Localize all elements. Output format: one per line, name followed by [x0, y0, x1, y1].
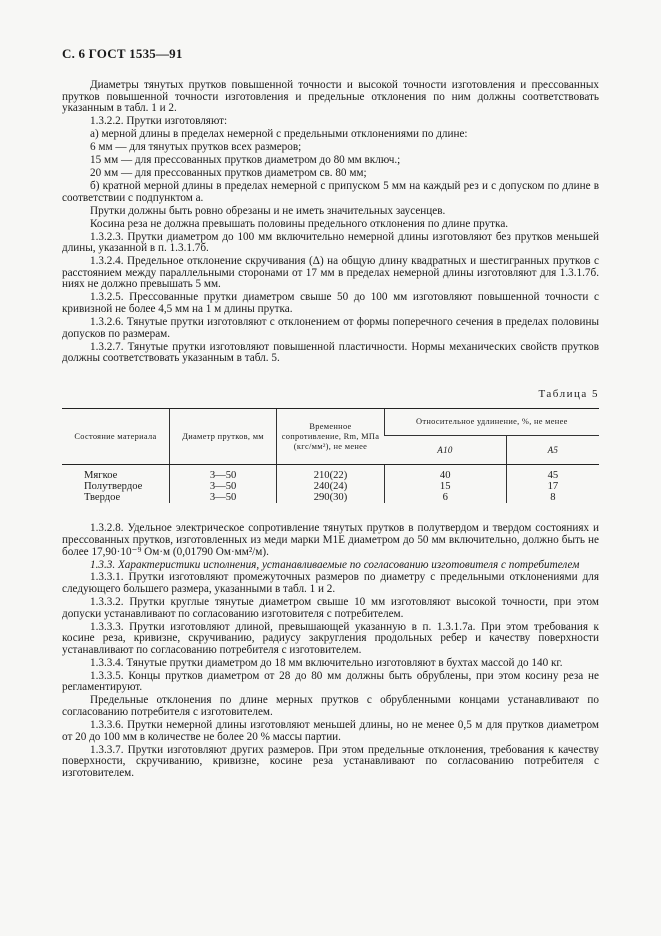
paragraph: а) мерной длины в пределах немерной с предельными отклонениями по длине: — [90, 128, 468, 141]
paragraph: 1.3.2.5. Прессованные прутки диаметром свыше 50 до 100 мм изготовляют повышенной точности с кривизной не более 4,5 мм на 1 м длины прутка. — [62, 291, 599, 315]
paragraph: 1.3.3.5. Концы прутков диаметром от 28 до 80 мм должны быть обрублены, при этом косину реза не регламентируют. — [62, 669, 599, 694]
paragraph: Диаметры тянутых прутков повышенной точности и высокой точности изготовления и прессованных прутков повышенной точности изготовления и предельные отклонения по ним должны соответствовать указанным в табл. 1 и 2. — [62, 79, 599, 115]
table-cell-state: Полутвердое — [84, 481, 143, 493]
header-strength: Временное сопротивление, Rm, МПа (кгс/мм²), не менее — [277, 409, 384, 465]
table-body — [62, 465, 599, 504]
table-row — [62, 465, 599, 482]
table-cell-a10: 40 — [384, 465, 506, 482]
paragraph: 1.3.3.3. Прутки изготовляют длиной, превышающей указанную в п. 1.3.1.7а. При этом требования к косине реза, кривизне, скручиванию, радиусу закругления продольных ребер и качеству поверхности устанавливают по согласованию потребителя с изготовителем. — [62, 620, 599, 656]
paragraph: 1.3.2.4. Предельное отклонение скручивания (Δ) на общую длину квадратных и шестигранных прутков с расстоянием между параллельными сторонами от 17 мм в пределах немерной длины изготовляют для 1.3.1.7б. ниях не должно превышать 5 мм. — [62, 255, 599, 291]
paragraph: 1.3.3.1. Прутки изготовляют промежуточных размеров по диаметру с предельными отклонениями для следующего большего размера, указанными в табл. 1 и 2. — [62, 571, 599, 596]
paragraph: б) кратной мерной длины в пределах немерной с припуском 5 мм на каждый рез и с допуском по длине в соответствии с подпунктом а. — [62, 180, 599, 204]
document-body — [62, 80, 599, 781]
paragraph: 20 мм — для прессованных прутков диаметром св. 80 мм; — [90, 167, 367, 180]
table-cell-strength: 290(30) — [277, 492, 384, 503]
paragraph: 1.3.3.7. Прутки изготовляют других размеров. При этом предельные отклонения, требования к качеству поверхности, скручиванию, кривизне, косине реза устанавливают по согласованию потребителя с изготовителем. — [62, 743, 599, 779]
table-cell-state: Твердое — [84, 492, 121, 504]
paragraph: 1.3.3.6. Прутки немерной длины изготовляют меньшей длины, но не менее 0,5 м для прутков диаметром от 20 до 100 мм в количестве не более 20 % массы партии. — [62, 718, 599, 743]
table-cell-a5: 45 — [506, 465, 599, 482]
paragraph: 1.3.3.4. Тянутые прутки диаметром до 18 мм включительно изготовляют в бухтах массой до 140 кг. — [90, 656, 563, 669]
paragraph: 1.3.3. Характеристики исполнения, устанавливаемые по согласованию изготовителя с потребителем — [90, 558, 580, 571]
header-diameter: Диаметр прутков, мм — [169, 409, 276, 465]
page-header: С. 6 ГОСТ 1535—91 — [62, 46, 183, 61]
table-5 — [62, 408, 599, 503]
table-cell-diam: 3—50 — [169, 465, 276, 482]
text-section-bottom — [62, 523, 599, 779]
table-cell-strength: 210(22) — [277, 465, 384, 482]
paragraph: 1.3.2.8. Удельное электрическое сопротивление тянутых прутков в полутвердом и твердом состояниях и прессованных прутков, изготовленных из меди марки М1Е диаметром до 50 мм включительно, должно быть не более 17,90·10⁻⁹ Ом·м (0,01790 Ом·мм²/м). — [62, 522, 599, 558]
paragraph: 15 мм — для прессованных прутков диаметром до 80 мм включ.; — [90, 154, 401, 167]
table-cell-a10: 15 — [384, 481, 506, 492]
table-row — [62, 492, 599, 503]
table-cell-a5: 8 — [506, 492, 599, 503]
header-a10: A10 — [384, 436, 506, 465]
paragraph: Предельные отклонения по длине мерных прутков с обрубленными концами устанавливают по согласованию потребителя с изготовителем. — [62, 694, 599, 718]
table-caption: Таблица 5 — [538, 387, 599, 400]
paragraph: Прутки должны быть ровно обрезаны и не иметь значительных заусенцев. — [90, 204, 446, 217]
table-cell-state: Мягкое — [84, 470, 118, 482]
table-cell-strength: 240(24) — [277, 481, 384, 492]
paragraph: Косина реза не должна превышать половины предельного отклонения по длине прутка. — [90, 217, 509, 230]
paragraph: 1.3.2.3. Прутки диаметром до 100 мм включительно немерной длины изготовляют без прутков меньшей длины, указанной в п. 1.3.1.7б. — [62, 230, 599, 255]
table-cell-diam: 3—50 — [169, 492, 276, 503]
table-cell-a5: 17 — [506, 481, 599, 492]
header-elongation: Относительное удлинение, %, не менее — [384, 409, 599, 436]
text-section-top — [62, 80, 599, 365]
table-row — [62, 481, 599, 492]
paragraph: 1.3.2.2. Прутки изготовляют: — [90, 115, 228, 128]
paragraph: 1.3.2.7. Тянутые прутки изготовляют повышенной пластичности. Нормы механических свойств прутков должны соответствовать указанным в табл. 5. — [62, 340, 599, 365]
paragraph: 1.3.3.2. Прутки круглые тянутые диаметром свыше 10 мм изготовляют высокой точности, при этом допуски устанавливают по согласованию изготовителя с потребителем. — [62, 596, 599, 620]
paragraph: 6 мм — для тянутых прутков всех размеров; — [90, 141, 302, 154]
paragraph: 1.3.2.6. Тянутые прутки изготовляют с отклонением от формы поперечного сечения в пределах половины допусков по размерам. — [62, 315, 599, 340]
header-state: Состояние материала — [62, 409, 169, 465]
table-cell-diam: 3—50 — [169, 481, 276, 492]
header-a5: A5 — [506, 436, 599, 465]
table-cell-a10: 6 — [384, 492, 506, 503]
